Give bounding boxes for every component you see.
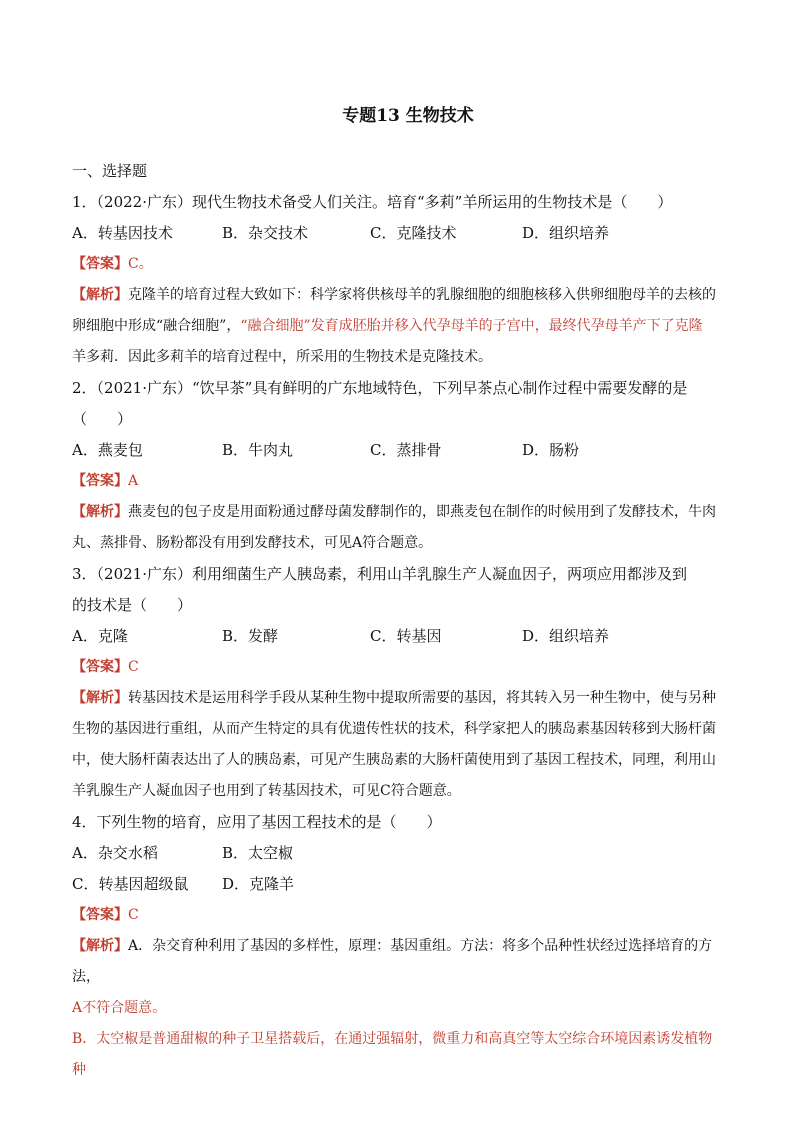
option-c: C．蒸排骨	[370, 441, 442, 459]
explanation-text: 转基因技术是运用科学手段从某种生物中提取所需要的基因，将其转入另一种生物中，使与另种	[128, 690, 716, 706]
option-c: C．克隆技术	[370, 224, 457, 242]
question-2-stem	[72, 373, 724, 435]
option-b: B．发酵	[222, 627, 279, 645]
explanation-line: A不符合题意。	[72, 1000, 167, 1016]
stem-line: 3．（2021·广东）利用细菌生产人胰岛素，利用山羊乳腺生产人凝血因子，两项应用都涉及到	[72, 565, 687, 583]
question-4-options-row-2	[72, 869, 724, 900]
explanation-line: 生物的基因进行重组，从而产生特定的具有优遗传性状的技术，科学家把人的胰岛素基因转移到大肠杆菌	[72, 721, 716, 737]
question-1-answer	[72, 249, 724, 280]
question-3-answer	[72, 652, 724, 683]
answer-tag: 【答案】	[72, 473, 128, 489]
answer-tag: 【答案】	[72, 256, 128, 272]
option-a: A．克隆	[72, 627, 128, 645]
explanation-text: 卵细胞中形成“融合细胞”，	[72, 318, 241, 334]
stem-line: （ ）	[72, 410, 133, 428]
document-page	[72, 100, 724, 1086]
explanation-text: 燕麦包的包子皮是用面粉通过酵母菌发酵制作的，即燕麦包在制作的时候用到了发酵技术，牛肉	[128, 504, 716, 520]
option-b: B．杂交技术	[222, 224, 309, 242]
explanation-line	[72, 931, 724, 993]
option-d: D．组织培养	[522, 224, 610, 242]
option-c: C．转基因超级鼠	[72, 875, 189, 893]
option-a: A．杂交水稻	[72, 844, 158, 862]
option-a: A．转基因技术	[72, 224, 173, 242]
explanation-line	[72, 280, 724, 311]
explanation-line: 中，使大肠杆菌表达出了人的胰岛素，可见产生胰岛素的大肠杆菌使用到了基因工程技术，同理，利用山	[72, 752, 716, 768]
stem-line: 的技术是（ ）	[72, 596, 193, 614]
explanation-tag: 【解析】	[72, 287, 128, 303]
explanation-tag: 【解析】	[72, 504, 128, 520]
question-3-stem	[72, 559, 724, 621]
option-c: C．转基因	[370, 627, 442, 645]
explanation-line	[72, 311, 724, 342]
option-a: A．燕麦包	[72, 441, 143, 459]
answer-value: C	[128, 907, 139, 923]
option-d: D．肠粉	[522, 441, 580, 459]
option-d: D．组织培养	[522, 627, 610, 645]
question-1-stem: 1．（2022·广东）现代生物技术备受人们关注。培育“多莉”羊所运用的生物技术是（ ）	[72, 193, 673, 211]
question-4-answer	[72, 900, 724, 931]
question-2-explanation	[72, 497, 724, 559]
page-title: 专题13 生物技术	[342, 106, 474, 126]
question-2-answer	[72, 466, 724, 497]
answer-value: C	[128, 659, 139, 675]
explanation-tag: 【解析】	[72, 938, 128, 954]
question-4-stem: 4．下列生物的培育，应用了基因工程技术的是（ ）	[72, 813, 442, 831]
option-d: D．克隆羊	[222, 875, 295, 893]
question-2-options	[72, 435, 724, 466]
answer-value: A	[128, 473, 139, 489]
explanation-text-highlight: “融合细胞”发育成胚胎并移入代孕母羊的子宫中，最终代孕母羊产下了克隆	[240, 318, 703, 334]
explanation-text: A．杂交育种利用了基因的多样性，原理：基因重组。方法：将多个品种性状经过选择培育的方法，	[72, 938, 713, 985]
answer-value: C。	[128, 256, 153, 272]
question-3-explanation	[72, 683, 724, 807]
explanation-line	[72, 497, 724, 528]
explanation-line: B．太空椒是普通甜椒的种子卫星搭载后，在通过强辐射，微重力和高真空等太空综合环境因素诱发植物种	[72, 1031, 713, 1078]
question-4-options-row-1	[72, 838, 724, 869]
option-b: B．牛肉丸	[222, 441, 294, 459]
question-1-explanation	[72, 280, 724, 373]
section-heading: 一、选择题	[72, 162, 148, 180]
explanation-tag: 【解析】	[72, 690, 128, 706]
answer-tag: 【答案】	[72, 659, 128, 675]
explanation-text: 克隆羊的培育过程大致如下：科学家将供核母羊的乳腺细胞的细胞核移入供卵细胞母羊的去核的	[128, 287, 716, 303]
question-3-options	[72, 621, 724, 652]
stem-line: 2．（2021·广东）“饮早茶”具有鲜明的广东地域特色，下列早茶点心制作过程中需要发酵的是	[72, 379, 688, 397]
answer-tag: 【答案】	[72, 907, 128, 923]
explanation-line	[72, 683, 724, 714]
explanation-line: 羊多莉．因此多莉羊的培育过程中，所采用的生物技术是克隆技术。	[72, 349, 492, 365]
option-b: B．太空椒	[222, 844, 294, 862]
question-4-explanation	[72, 931, 724, 1086]
explanation-line: 丸、蒸排骨、肠粉都没有用到发酵技术，可见A符合题意。	[72, 535, 433, 551]
explanation-line: 羊乳腺生产人凝血因子也用到了转基因技术，可见C符合题意。	[72, 783, 461, 799]
question-1-options	[72, 218, 724, 249]
